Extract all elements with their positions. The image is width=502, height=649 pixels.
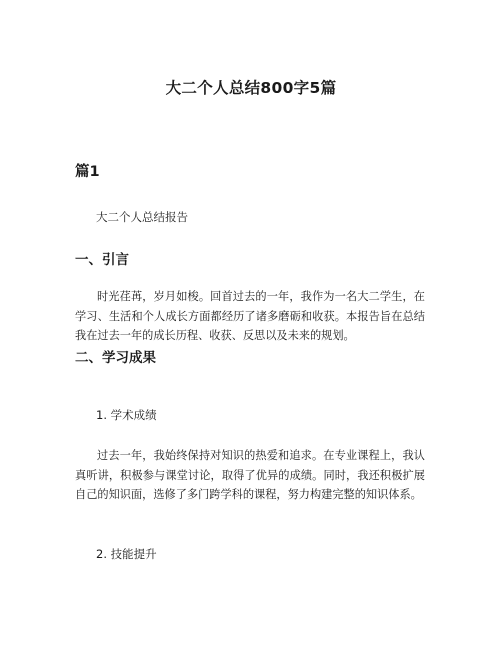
report-title: 大二个人总结报告 bbox=[96, 210, 188, 224]
academic-results-paragraph: 过去一年，我始终保持对知识的热爱和追求。在专业课程上，我认真听讲，积极参与课堂讨论，取得了优异的成绩。同时，我还积极扩展自己的知识面，选修了多门跨学科的课程，努力构建完整的知识体系。 bbox=[75, 449, 425, 501]
subheading-skill-improvement: 2. 技能提升 bbox=[96, 547, 157, 561]
part-heading: 篇1 bbox=[75, 164, 100, 180]
introduction-paragraph: 时光荏苒，岁月如梭。回首过去的一年，我作为一名大二学生，在学习、生活和个人成长方面都经历了诸多磨砺和收获。本报告旨在总结我在过去一年的成长历程、收获、反思以及未来的规划。 bbox=[75, 290, 425, 342]
section-heading-study-results: 二、学习成果 bbox=[75, 350, 156, 366]
document-title: 大二个人总结800字5篇 bbox=[165, 79, 337, 97]
section-heading-introduction: 一、引言 bbox=[75, 252, 129, 268]
subheading-academic-results: 1. 学术成绩 bbox=[96, 408, 157, 422]
